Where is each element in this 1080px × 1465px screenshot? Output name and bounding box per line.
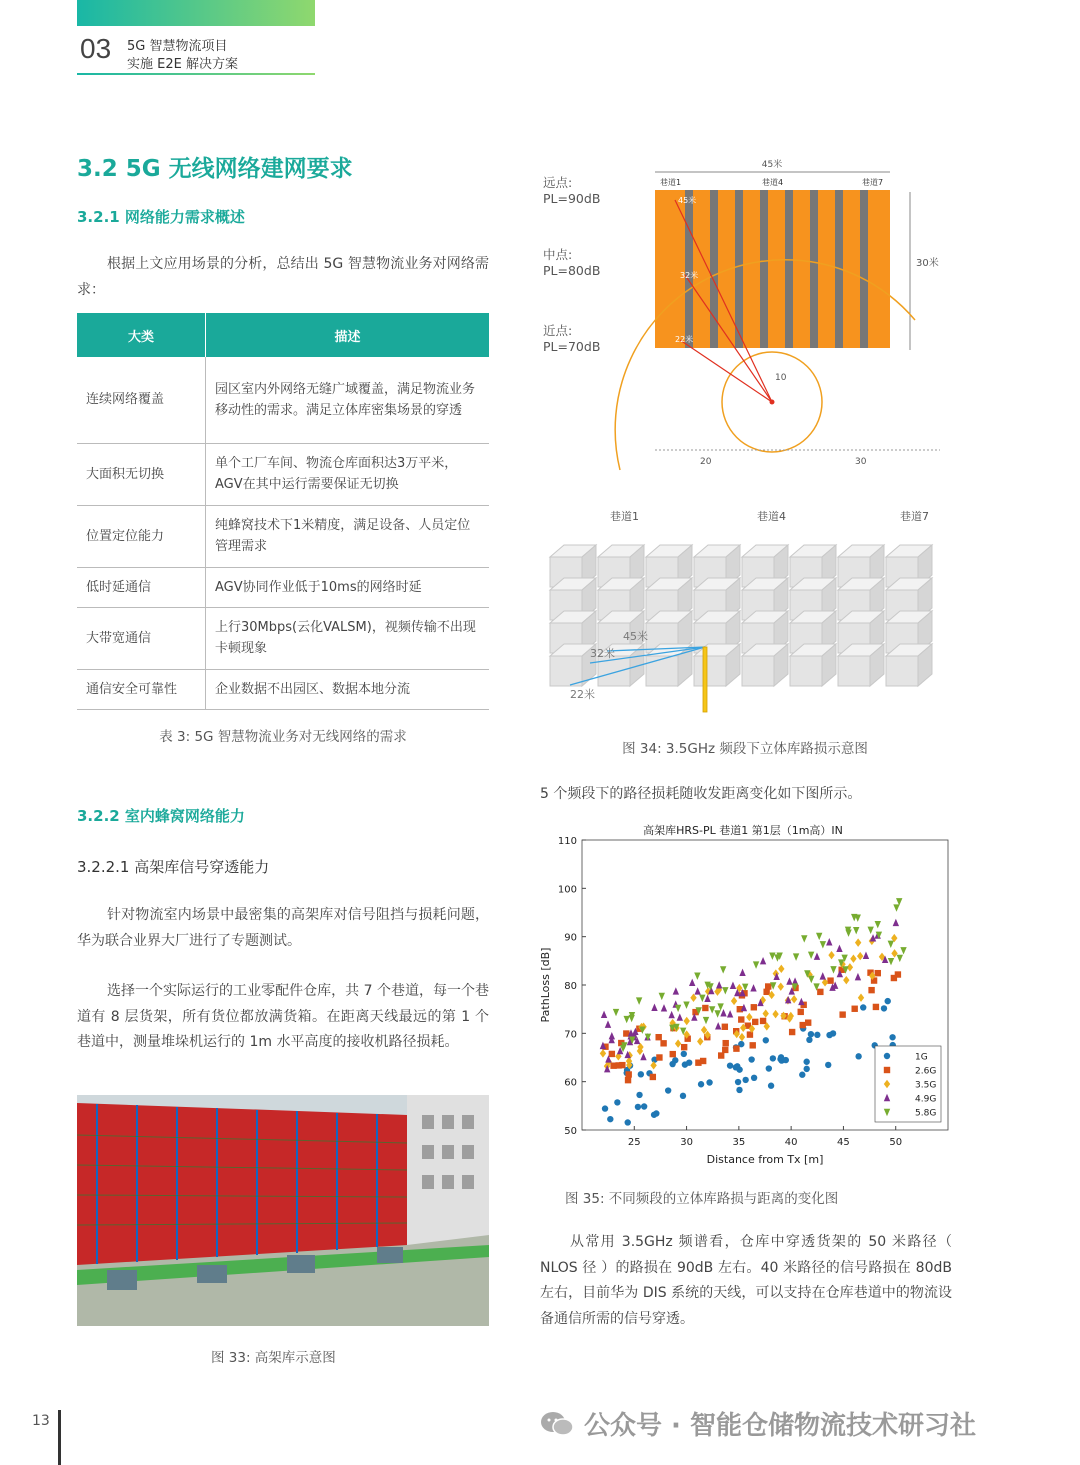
data-point-1G [682, 1061, 688, 1067]
table-row [77, 669, 489, 709]
intro-paragraph: 根据上文应用场景的分析，总结出 5G 智慧物流业务对网络需求： [77, 256, 489, 298]
page-number-bar [58, 1410, 61, 1465]
data-point-1G [763, 1037, 769, 1043]
x-tick-label: 50 [889, 1137, 903, 1148]
data-point-2_6G [722, 1024, 728, 1030]
data-point-2_6G [702, 1005, 708, 1011]
wechat-icon [540, 1410, 574, 1438]
y-tick-label: 70 [564, 1029, 577, 1041]
table-header-description: 描述 [206, 313, 490, 357]
legend-label: 1G [915, 1052, 928, 1063]
data-point-1G [766, 1065, 772, 1071]
header-accent-bar [77, 0, 315, 26]
x-tick-label: 35 [732, 1137, 746, 1148]
data-point-1G [778, 1054, 784, 1060]
shelf-box-face [790, 656, 822, 686]
chapter-title-line2: 实施 E2E 解决方案 [127, 57, 238, 72]
data-point-2_6G [670, 1051, 676, 1057]
data-point-2_6G [752, 1019, 758, 1025]
data-point-1G [698, 1081, 704, 1087]
table-header-category: 大类 [77, 313, 206, 357]
data-point-2_6G [875, 970, 881, 976]
data-point-1G [803, 1066, 809, 1072]
x-axis-label: Distance from Tx [m] [706, 1153, 824, 1166]
shelf-boxes [550, 545, 932, 686]
data-point-2_6G [733, 1045, 739, 1051]
distance-45-3d-label: 45米 [623, 630, 648, 643]
distance-32-label: 32米 [680, 271, 699, 280]
data-point-1G [803, 1059, 809, 1065]
height-label: 30米 [916, 258, 939, 269]
data-point-2_6G [660, 1040, 666, 1046]
mid-point-label: 中点: [543, 247, 573, 262]
table-cell-category: 位置定位能力 [77, 505, 206, 567]
data-point-2_6G [789, 1029, 795, 1035]
shelf-box-face [550, 656, 582, 686]
page-number: 13 [32, 1413, 50, 1429]
data-point-1G [607, 1116, 613, 1122]
data-point-2_6G [738, 1016, 744, 1022]
width-label: 45米 [761, 160, 783, 170]
data-point-2_6G [700, 1058, 706, 1064]
data-point-2_6G [760, 1018, 766, 1024]
figure33-caption: 图 33: 高架库示意图 [211, 1350, 336, 1366]
y-tick-label: 50 [564, 1126, 577, 1137]
chapter-title-line1: 5G 智慧物流项目 [127, 39, 228, 54]
y-tick-label: 80 [564, 981, 577, 992]
distance-32-3d-label: 32米 [590, 647, 615, 660]
data-point-1G [638, 1071, 644, 1077]
aisle1-3d-label: 巷道1 [610, 510, 639, 523]
data-point-1G [751, 1075, 757, 1081]
data-point-2_6G [827, 977, 833, 983]
data-point-1G [799, 1072, 805, 1078]
data-point-2_6G [681, 1044, 687, 1050]
subsection-heading-322: 3.2.2 室内蜂窝网络能力 [77, 807, 245, 825]
data-point-2_6G [751, 1004, 757, 1010]
subsubsection-heading-3221: 3.2.2.1 高架库信号穿透能力 [77, 858, 270, 876]
warehouse-illustration [77, 1095, 489, 1326]
subsection-heading-321: 3.2.1 网络能力需求概述 [77, 208, 245, 226]
header-underline [77, 73, 315, 75]
data-point-1G [665, 1087, 671, 1093]
data-point-2_6G [805, 1019, 811, 1025]
shelf-box-face [598, 656, 630, 686]
aisle1-label: 巷道1 [660, 178, 682, 187]
legend-label: 5.8G [915, 1108, 937, 1119]
data-point-1G [806, 1037, 812, 1043]
watermark-text: 公众号 · 智能仓储物流技术研习社 [584, 1411, 976, 1441]
table-cell-description: AGV协同作业低于10ms的网络时延 [206, 567, 490, 607]
data-point-1G [669, 1061, 675, 1067]
data-point-1G [602, 1105, 608, 1111]
pathloss-scatter-chart [535, 818, 955, 1168]
data-point-1G [808, 1031, 814, 1037]
watermark [540, 1405, 976, 1442]
table-row [77, 607, 489, 669]
section-heading: 3.2 5G 无线网络建网要求 [77, 156, 353, 182]
shelf-box-face [742, 656, 774, 686]
x-tick-label: 45 [837, 1137, 850, 1148]
table-cell-description: 单个工厂车间、物流仓库面积达3万平米，AGV在其中运行需要保证无切换 [206, 443, 490, 505]
data-point-1G [826, 1032, 832, 1038]
antenna-pole [703, 647, 707, 712]
data-point-1G [855, 1053, 861, 1059]
data-point-1G [742, 1077, 748, 1083]
shelf-box-face [838, 656, 870, 686]
data-point-2_6G [723, 1040, 729, 1046]
data-point-2_6G [800, 1022, 806, 1028]
y-tick-label: 60 [564, 1077, 577, 1089]
mid-point-pl: PL=80dB [543, 263, 601, 278]
data-point-1G [680, 1093, 686, 1099]
radius-label: 10 [775, 373, 787, 383]
data-point-1G [881, 1005, 887, 1011]
y-tick-label: 90 [564, 932, 577, 944]
shelf-box-face [886, 656, 918, 686]
data-point-1G [614, 1099, 620, 1105]
table-row [77, 443, 489, 505]
chart-title: 高架库HRS-PL 巷道1 第1层（1m高）IN [643, 824, 843, 837]
data-point-2_6G [718, 1052, 724, 1058]
data-point-1G [889, 1034, 895, 1040]
legend-marker [884, 1053, 890, 1059]
table-cell-description: 纯蜂窝技术下1米精度，满足设备、人员定位管理需求 [206, 505, 490, 567]
data-point-2_6G [610, 1063, 616, 1069]
far-point-label: 远点: [543, 175, 573, 190]
x-tick-label: 40 [784, 1137, 798, 1148]
data-point-1G [706, 1079, 712, 1085]
far-point-pl: PL=90dB [543, 191, 601, 206]
conclusion-paragraph: 从常用 3.5GHz 频谱看，仓库中穿透货架的 50 米路径（ NLOS 径 ）的路损在 90dB 左右。40 米路径的信号路损在 80dB 左右，目前华为 DIS 系统的天线，可以支持在仓库巷道中的物流设备通信所需的信号穿透。 [540, 1234, 952, 1327]
data-point-2_6G [873, 1004, 879, 1010]
legend-label: 3.5G [915, 1080, 937, 1091]
requirements-table [77, 313, 489, 710]
data-point-2_6G [656, 1054, 662, 1060]
table-cell-category: 通信安全可靠性 [77, 669, 206, 709]
data-point-1G [681, 1051, 687, 1057]
data-point-1G [736, 1087, 742, 1093]
aisle4-label: 巷道4 [762, 178, 784, 187]
data-point-1G [860, 1004, 866, 1010]
data-point-1G [748, 1056, 754, 1062]
near-point-label: 近点: [543, 323, 573, 338]
table-row [77, 357, 489, 443]
data-point-2_6G [626, 1071, 632, 1077]
data-point-2_6G [655, 1034, 661, 1040]
shelves-3d-diagram [545, 525, 945, 715]
x-tick-label: 25 [627, 1137, 641, 1148]
y-tick-label: 110 [557, 836, 577, 847]
warehouse-image [77, 1095, 489, 1326]
table-cell-category: 低时延通信 [77, 567, 206, 607]
figure35-caption: 图 35: 不同频段的立体库路损与距离的变化图 [565, 1191, 839, 1207]
data-point-2_6G [625, 1077, 631, 1083]
data-point-2_6G [750, 1042, 756, 1048]
data-point-1G [770, 1055, 776, 1061]
data-point-1G [635, 1104, 641, 1110]
data-point-1G [727, 1062, 733, 1068]
data-point-1G [641, 1103, 647, 1109]
data-point-2_6G [609, 1051, 615, 1057]
data-point-1G [735, 1079, 741, 1085]
data-point-2_6G [650, 1074, 656, 1080]
shelf-box-face [694, 656, 726, 686]
antenna-point [770, 400, 775, 405]
table-cell-description: 上行30Mbps(云化VALSM)，视频传输不出现卡顿现象 [206, 607, 490, 669]
paragraph-test-intro: 针对物流室内场景中最密集的高架库对信号阻挡与损耗问题，华为联合业界大厂进行了专题测试。 [77, 907, 489, 949]
data-point-1G [736, 1066, 742, 1072]
aisle7-3d-label: 巷道7 [900, 510, 929, 523]
table-row [77, 505, 489, 567]
table-header-row [77, 313, 489, 357]
legend-marker [884, 1067, 890, 1073]
figure34-caption: 图 34: 3.5GHz 频段下立体库路损示意图 [622, 741, 868, 757]
data-point-2_6G [817, 989, 823, 995]
data-point-1G [814, 1032, 820, 1038]
chart-legend [875, 1046, 941, 1122]
data-point-1G [636, 1092, 642, 1098]
table-cell-category: 大带宽通信 [77, 607, 206, 669]
table-cell-description: 园区室内外网络无缝广域覆盖，满足物流业务移动性的需求。满足立体库密集场景的穿透 [206, 357, 490, 443]
data-point-2_6G [722, 1047, 728, 1053]
pathloss-topview-diagram [600, 150, 960, 480]
aisle7-label: 巷道7 [862, 178, 884, 187]
data-point-2_6G [765, 983, 771, 989]
near-point-pl: PL=70dB [543, 339, 601, 354]
y-tick-label: 100 [557, 884, 577, 896]
table-cell-description: 企业数据不出园区、数据本地分流 [206, 669, 490, 709]
data-point-1G [651, 1112, 657, 1118]
paragraph-test-setup: 选择一个实际运行的工业零配件仓库，共 7 个巷道，每一个巷道有 8 层货架，所有货位都放满货箱。在距离天线最远的第 1 个巷道中，测量堆垛机运行的 1m 水平高度的接收机路径损耗。 [77, 983, 489, 1050]
distance-45-label: 45米 [678, 196, 697, 205]
aisle4-3d-label: 巷道4 [757, 510, 786, 523]
table-row [77, 567, 489, 607]
table-cell-category: 大面积无切换 [77, 443, 206, 505]
data-point-1G [825, 1062, 831, 1068]
chart-intro-text: 5 个频段下的路径损耗随收发距离变化如下图所示。 [540, 786, 862, 802]
x-tick-label: 30 [680, 1137, 693, 1148]
distance-22-3d-label: 22米 [570, 688, 595, 701]
axis-30-label: 30 [855, 457, 867, 467]
data-point-2_6G [851, 1006, 857, 1012]
y-axis-label: PathLoss [dB] [539, 947, 552, 1023]
distance-22-label: 22米 [675, 335, 694, 344]
table-cell-category: 连续网络覆盖 [77, 357, 206, 443]
legend-label: 2.6G [915, 1066, 937, 1077]
data-point-2_6G [839, 1011, 845, 1017]
data-point-1G [768, 1083, 774, 1089]
data-point-2_6G [798, 1009, 804, 1015]
legend-label: 4.9G [915, 1094, 937, 1105]
data-point-1G [885, 998, 891, 1004]
data-point-2_6G [868, 987, 874, 993]
data-point-1G [625, 1119, 631, 1125]
axis-20-label: 20 [700, 457, 712, 467]
table-caption: 表 3: 5G 智慧物流业务对无线网络的需求 [159, 729, 407, 745]
shelf-box-face [646, 656, 678, 686]
chapter-number: 03 [80, 33, 112, 64]
data-point-2_6G [891, 975, 897, 981]
